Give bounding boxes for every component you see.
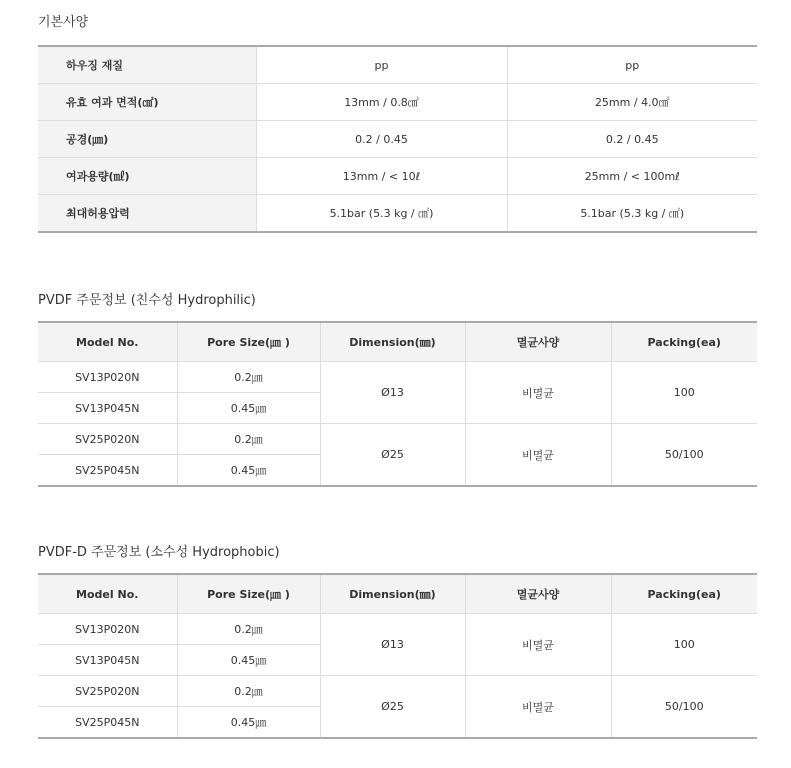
sterile-cell: 비멸균 — [465, 676, 611, 739]
pore-cell: 0.2㎛ — [177, 424, 320, 455]
basic-spec-table — [38, 45, 757, 233]
spec-value: 13mm / < 10ℓ — [256, 158, 507, 195]
model-cell: SV25P045N — [38, 455, 177, 487]
pvdfd-order-table — [38, 573, 757, 739]
table-row — [38, 362, 757, 393]
pore-cell: 0.2㎛ — [177, 614, 320, 645]
pore-cell: 0.2㎛ — [177, 362, 320, 393]
pore-cell: 0.45㎛ — [177, 455, 320, 487]
sterile-cell: 비멸균 — [465, 424, 611, 487]
table-row — [38, 676, 757, 707]
packing-cell: 50/100 — [611, 676, 757, 739]
pvdf-order-table — [38, 321, 757, 487]
spec-label: 최대허용압력 — [38, 195, 256, 233]
model-cell: SV13P045N — [38, 393, 177, 424]
model-cell: SV25P020N — [38, 676, 177, 707]
spec-value: pp — [256, 46, 507, 84]
pore-cell: 0.45㎛ — [177, 645, 320, 676]
spec-value: 13mm / 0.8㎠ — [256, 84, 507, 121]
col-header-dimension: Dimension(㎜) — [320, 574, 465, 614]
model-cell: SV13P045N — [38, 645, 177, 676]
col-header-packing: Packing(ea) — [611, 574, 757, 614]
model-cell: SV13P020N — [38, 362, 177, 393]
sterile-cell: 비멸균 — [465, 614, 611, 676]
basic-spec-title: 기본사양 — [38, 15, 89, 30]
table-row — [38, 195, 757, 233]
dimension-cell: Ø13 — [320, 614, 465, 676]
table-row — [38, 424, 757, 455]
table-row — [38, 614, 757, 645]
table-row — [38, 121, 757, 158]
model-cell: SV13P020N — [38, 614, 177, 645]
spec-label: 공경(㎛) — [38, 121, 256, 158]
spec-label: 하우징 재질 — [38, 46, 256, 84]
spec-label: 여과용량(㎖) — [38, 158, 256, 195]
model-cell: SV25P045N — [38, 707, 177, 739]
dimension-cell: Ø25 — [320, 676, 465, 739]
table-row — [38, 46, 757, 84]
packing-cell: 100 — [611, 614, 757, 676]
dimension-cell: Ø25 — [320, 424, 465, 487]
pore-cell: 0.2㎛ — [177, 676, 320, 707]
spec-value: 25mm / < 100mℓ — [507, 158, 757, 195]
table-row — [38, 158, 757, 195]
spec-value: 5.1bar (5.3 kg / ㎠) — [507, 195, 757, 233]
spec-value: 25mm / 4.0㎠ — [507, 84, 757, 121]
col-header-pore: Pore Size(㎛ ) — [177, 322, 320, 362]
pore-cell: 0.45㎛ — [177, 707, 320, 739]
sterile-cell: 비멸균 — [465, 362, 611, 424]
packing-cell: 100 — [611, 362, 757, 424]
spec-label: 유효 여과 면적(㎠) — [38, 84, 256, 121]
spec-value: pp — [507, 46, 757, 84]
table-header-row — [38, 322, 757, 362]
col-header-sterile: 멸균사양 — [465, 574, 611, 614]
dimension-cell: Ø13 — [320, 362, 465, 424]
table-row — [38, 84, 757, 121]
table-header-row — [38, 574, 757, 614]
model-cell: SV25P020N — [38, 424, 177, 455]
spec-value: 5.1bar (5.3 kg / ㎠) — [256, 195, 507, 233]
col-header-model: Model No. — [38, 574, 177, 614]
col-header-pore: Pore Size(㎛ ) — [177, 574, 320, 614]
pvdf-order-title: PVDF 주문정보 (친수성 Hydrophilic) — [38, 293, 256, 308]
pore-cell: 0.45㎛ — [177, 393, 320, 424]
spec-value: 0.2 / 0.45 — [507, 121, 757, 158]
col-header-dimension: Dimension(㎜) — [320, 322, 465, 362]
col-header-sterile: 멸균사양 — [465, 322, 611, 362]
col-header-packing: Packing(ea) — [611, 322, 757, 362]
spec-value: 0.2 / 0.45 — [256, 121, 507, 158]
col-header-model: Model No. — [38, 322, 177, 362]
pvdfd-order-title: PVDF-D 주문정보 (소수성 Hydrophobic) — [38, 545, 280, 560]
packing-cell: 50/100 — [611, 424, 757, 487]
